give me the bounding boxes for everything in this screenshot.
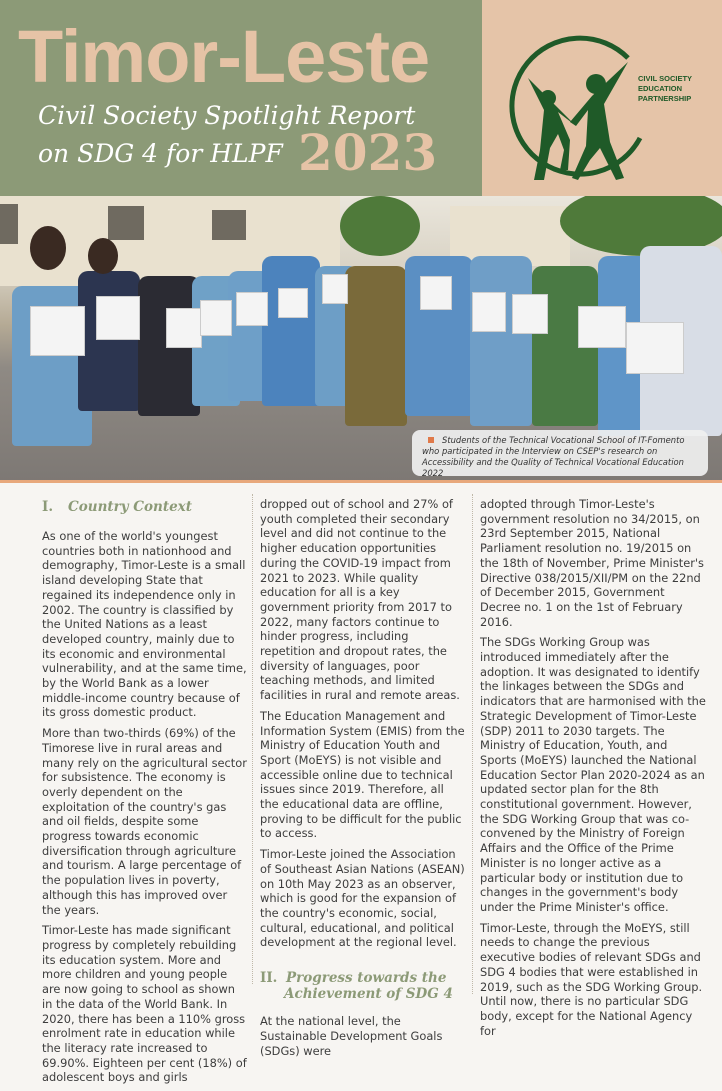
report-subtitle-line1: Civil Society Spotlight Report <box>38 101 416 130</box>
paragraph: The SDGs Working Group was introduced immediately after the adoption. It was designated to identify the linkages between the SDGs and indicators that are harmonised with the Strategic Development of Timor-Leste (SDP) 2011 to 2030 targets. The Ministry of Education, Youth, and Sports (MoEYS) launched the National Education Sector Plan 2020-2024 as an updated sector plan for the 8th constitutional government. However, the SDG Working Group that was co-convened by the Ministry of Foreign Affairs and the Office of the Prime Minister is no longer active as a particular body or institution due to changes in the government's body under the Prime Minister's office. <box>480 635 706 914</box>
section-heading-progress-sdg4: II. Progress towards the Achievement of SDG 4 <box>260 970 453 1003</box>
report-subtitle-line2: on SDG 4 for HLPF <box>38 139 283 168</box>
column-divider <box>252 734 253 984</box>
paragraph: More than two-thirds (69%) of the Timorese live in rural areas and many rely on the agricultural sector for subsistence. The economy is overly dependent on the exploitation of the country's gas and oil fields, despite some progress towards economic diversification through agriculture and tourism. A large percentage of the population lives in poverty, although this has improved over the years. <box>42 726 247 917</box>
paragraph: adopted through Timor-Leste's government resolution no 34/2015, on 23rd September 2015, National Parliament resolution no. 19/2015 on the 18th of November, Prime Minister's Directive 038/2015/XII/PM on the 22nd of December 2015, Government Decree no. 1 on the 1st of February 2016. <box>480 497 704 629</box>
text-column-2 <box>260 497 466 1064</box>
column-divider <box>472 494 473 994</box>
paragraph: dropped out of school and 27% of youth completed their secondary level and did not continue to the higher education opportunities during the COVID-19 impact from 2021 to 2023. While quality education for all is a key government priority from 2017 to 2022, many factors continue to hinder progress, including repetition and dropout rates, the diversity of languages, poor teaching methods, and limited facilities in rural and remote areas. <box>260 497 460 703</box>
report-title: Timor-Leste <box>18 15 430 98</box>
paragraph: Timor-Leste has made significant progress by completely rebuilding its education system. More and more children and young people are now going to school as shown in the data of the World Bank. In 2020, there has been a 110% gross enrolment rate in education while the literacy rate increased to 69.90%. Eighteen per cent (18%) of adolescent boys and girls <box>42 923 247 1085</box>
paragraph: Timor-Leste, through the MoEYS, still needs to change the previous executive bodies of relevant SDGs and SDG 4 bodies that were established in 2019, such as the SDG Working Group. Until now, there is no particular SDG body, except for the National Agency for <box>480 920 703 1038</box>
section-heading-country-context: I. Country Context <box>42 499 192 515</box>
paragraph: Timor-Leste joined the Association of Southeast Asian Nations (ASEAN) on 10th May 2023 as an observer, which is good for the expansion of the country's economic, social, cultural, educational, and political development at the regional level. <box>260 847 465 950</box>
column-divider <box>252 494 253 734</box>
paragraph: As one of the world's youngest countries both in nationhood and demography, Timor-Leste is a small island developing State that regained its independence only in 2002. The country is classified by the United Nations as a least developed country, mainly due to its economic and environmental vulnerability, and at the same time, by the World Bank as a lower middle-income country because of its gross domestic product. <box>42 529 247 720</box>
text-column-3 <box>480 497 706 1044</box>
cover-header <box>0 0 722 196</box>
logo-wordmark: CIVIL SOCIETY EDUCATION PARTNERSHIP <box>638 74 693 103</box>
students-photo <box>0 196 722 482</box>
caption-bullet-icon <box>428 437 434 443</box>
paragraph: The Education Management and Information System (EMIS) from the Ministry of Education Youth and Sport (MoEYS) is not visible and accessible online due to technical issues since 2019. Therefore, all the educational data are offline, proving to be difficult for the public to access. <box>260 708 465 841</box>
csep-logo-icon <box>500 30 660 190</box>
text-column-1 <box>42 499 248 1091</box>
paragraph: At the national level, the Sustainable Development Goals (SDGs) were <box>260 1014 443 1058</box>
photo-border <box>0 480 722 483</box>
report-year: 2023 <box>298 123 438 182</box>
photo-caption: Students of the Technical Vocational School of IT-Fomento who participated in the Interview on CSEP's research on Accessibility and the Quality of Technical Vocational Education 2022 <box>412 430 708 476</box>
